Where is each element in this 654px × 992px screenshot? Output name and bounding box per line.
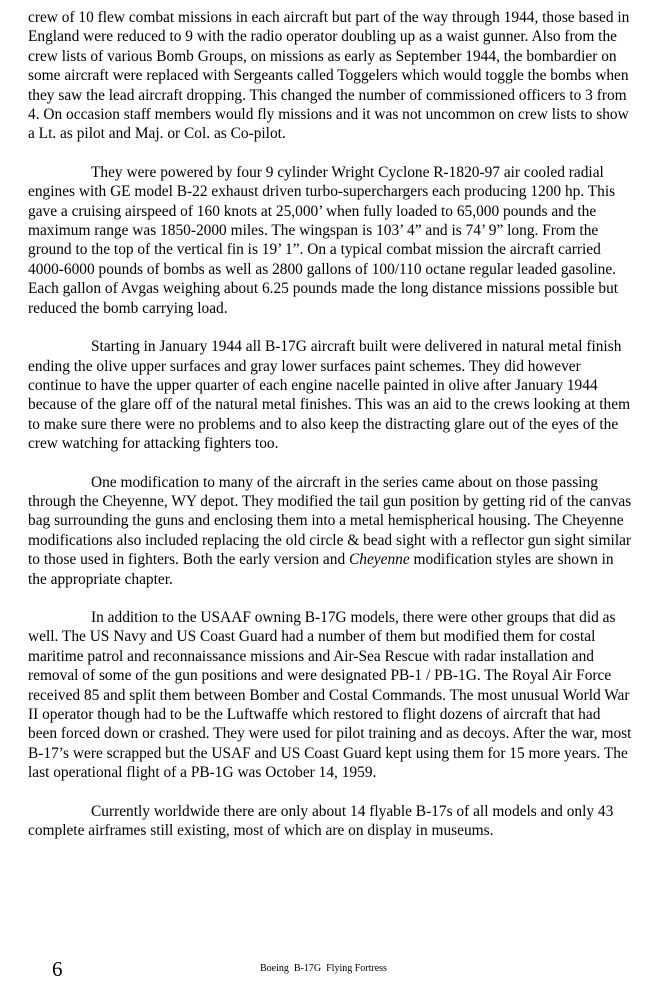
- italic-term-cheyenne: Cheyenne: [349, 551, 410, 569]
- paragraph-engines-specs: [28, 163, 632, 318]
- page-footer: [28, 954, 632, 984]
- paragraph-other-operators: [28, 608, 632, 783]
- paragraph-text: In addition to the USAAF owning B-17G models, there were other groups that did as well. The US Navy and US Coast Guard had a number of them but modified them for costal maritime patrol and reconnaissance missions and Air-Sea Rescue with radar installation and removal of some of the gun positions and were designated PB-1 / PB-1G. The Royal Air Force received 85 and split them between Bomber and Costal Commands. The most unusual World War II operator though had to be the Luftwaffe which restored to flight dozens of aircraft that had been forced down or crashed. They were used for pilot training and as decoys. After the war, most B-17’s were scrapped but the USAF and US Coast Guard kept using them for 15 more years. The last operational flight of a PB-1G was October 14, 1959.: [28, 608, 632, 782]
- paragraph-text: modification styles are shown in the appropriate chapter.: [28, 551, 614, 588]
- paragraph-cheyenne-modification: [28, 473, 632, 589]
- paragraph-text: Currently worldwide there are only about 14 flyable B-17s of all models and only 43 complete airframes still existing, most of which are on display in museums.: [28, 802, 614, 840]
- paragraph-text: They were powered by four 9 cylinder Wright Cyclone R-1820-97 air cooled radial engines with GE model B-22 exhaust driven turbo-superchargers each producing 1200 hp. This gave a cruising airspeed of 160 knots at 25,000’ when fully loaded to 65,000 pounds and the maximum range was 1850-2000 miles. The wingspan is 103’ 4” and is 74’ 9” long. From the ground to the top of the vertical fin is 19’ 1”. On a typical combat mission the aircraft carried 4000-6000 pounds of bombs as well as 2800 gallons of 100/110 octane regular leaded gasoline. Each gallon of Avgas weighing about 6.25 pounds made the long distance missions possible but reduced the bomb carrying load.: [28, 163, 619, 317]
- paragraph-text: One modification to many of the aircraft in the series came about on those passing through the Cheyenne, WY depot. They modified the tail gun position by getting rid of the canvas bag surrounding the guns and enclosing them into a metal hemispherical housing. The Cheyenne modifications also included replacing the old circle & bead sight with a reflector gun sight similar to those used in fighters. Both the early version and: [28, 473, 632, 569]
- paragraph-crew-changes: [28, 8, 632, 144]
- running-title: Boeing B-17G Flying Fortress: [260, 963, 387, 974]
- paragraph-text: crew of 10 flew combat missions in each aircraft but part of the way through 1944, those based in England were reduced to 9 with the radio operator doubling up as a waist gunner. Also from the crew lists of various Bomb Groups, on missions as early as September 1944, the bombardier on some aircraft were replaced with Sergeants called Toggelers which would toggle the bombs when they saw the lead aircraft dropping. This changed the number of commissioned officers to 3 from 4. On occasion staff members would fly missions and it was not uncommon on crew lists to show a Lt. as pilot and Maj. or Col. as Co-pilot.: [28, 9, 630, 143]
- paragraph-metal-finish: [28, 337, 632, 453]
- paragraph-surviving-aircraft: [28, 802, 632, 841]
- page-number: 6: [52, 957, 63, 981]
- paragraph-text: Starting in January 1944 all B-17G aircraft built were delivered in natural metal finish ending the olive upper surfaces and gray lower surfaces paint schemes. They did however continue to have the upper quarter of each engine nacelle painted in olive after January 1944 because of the glare off of the natural metal finishes. This was an aid to the crews looking at them to make sure there were no problems and to also keep the distracting glare out of the eyes of the crew watching for attacking fighters too.: [28, 338, 631, 453]
- page-body: [28, 8, 632, 859]
